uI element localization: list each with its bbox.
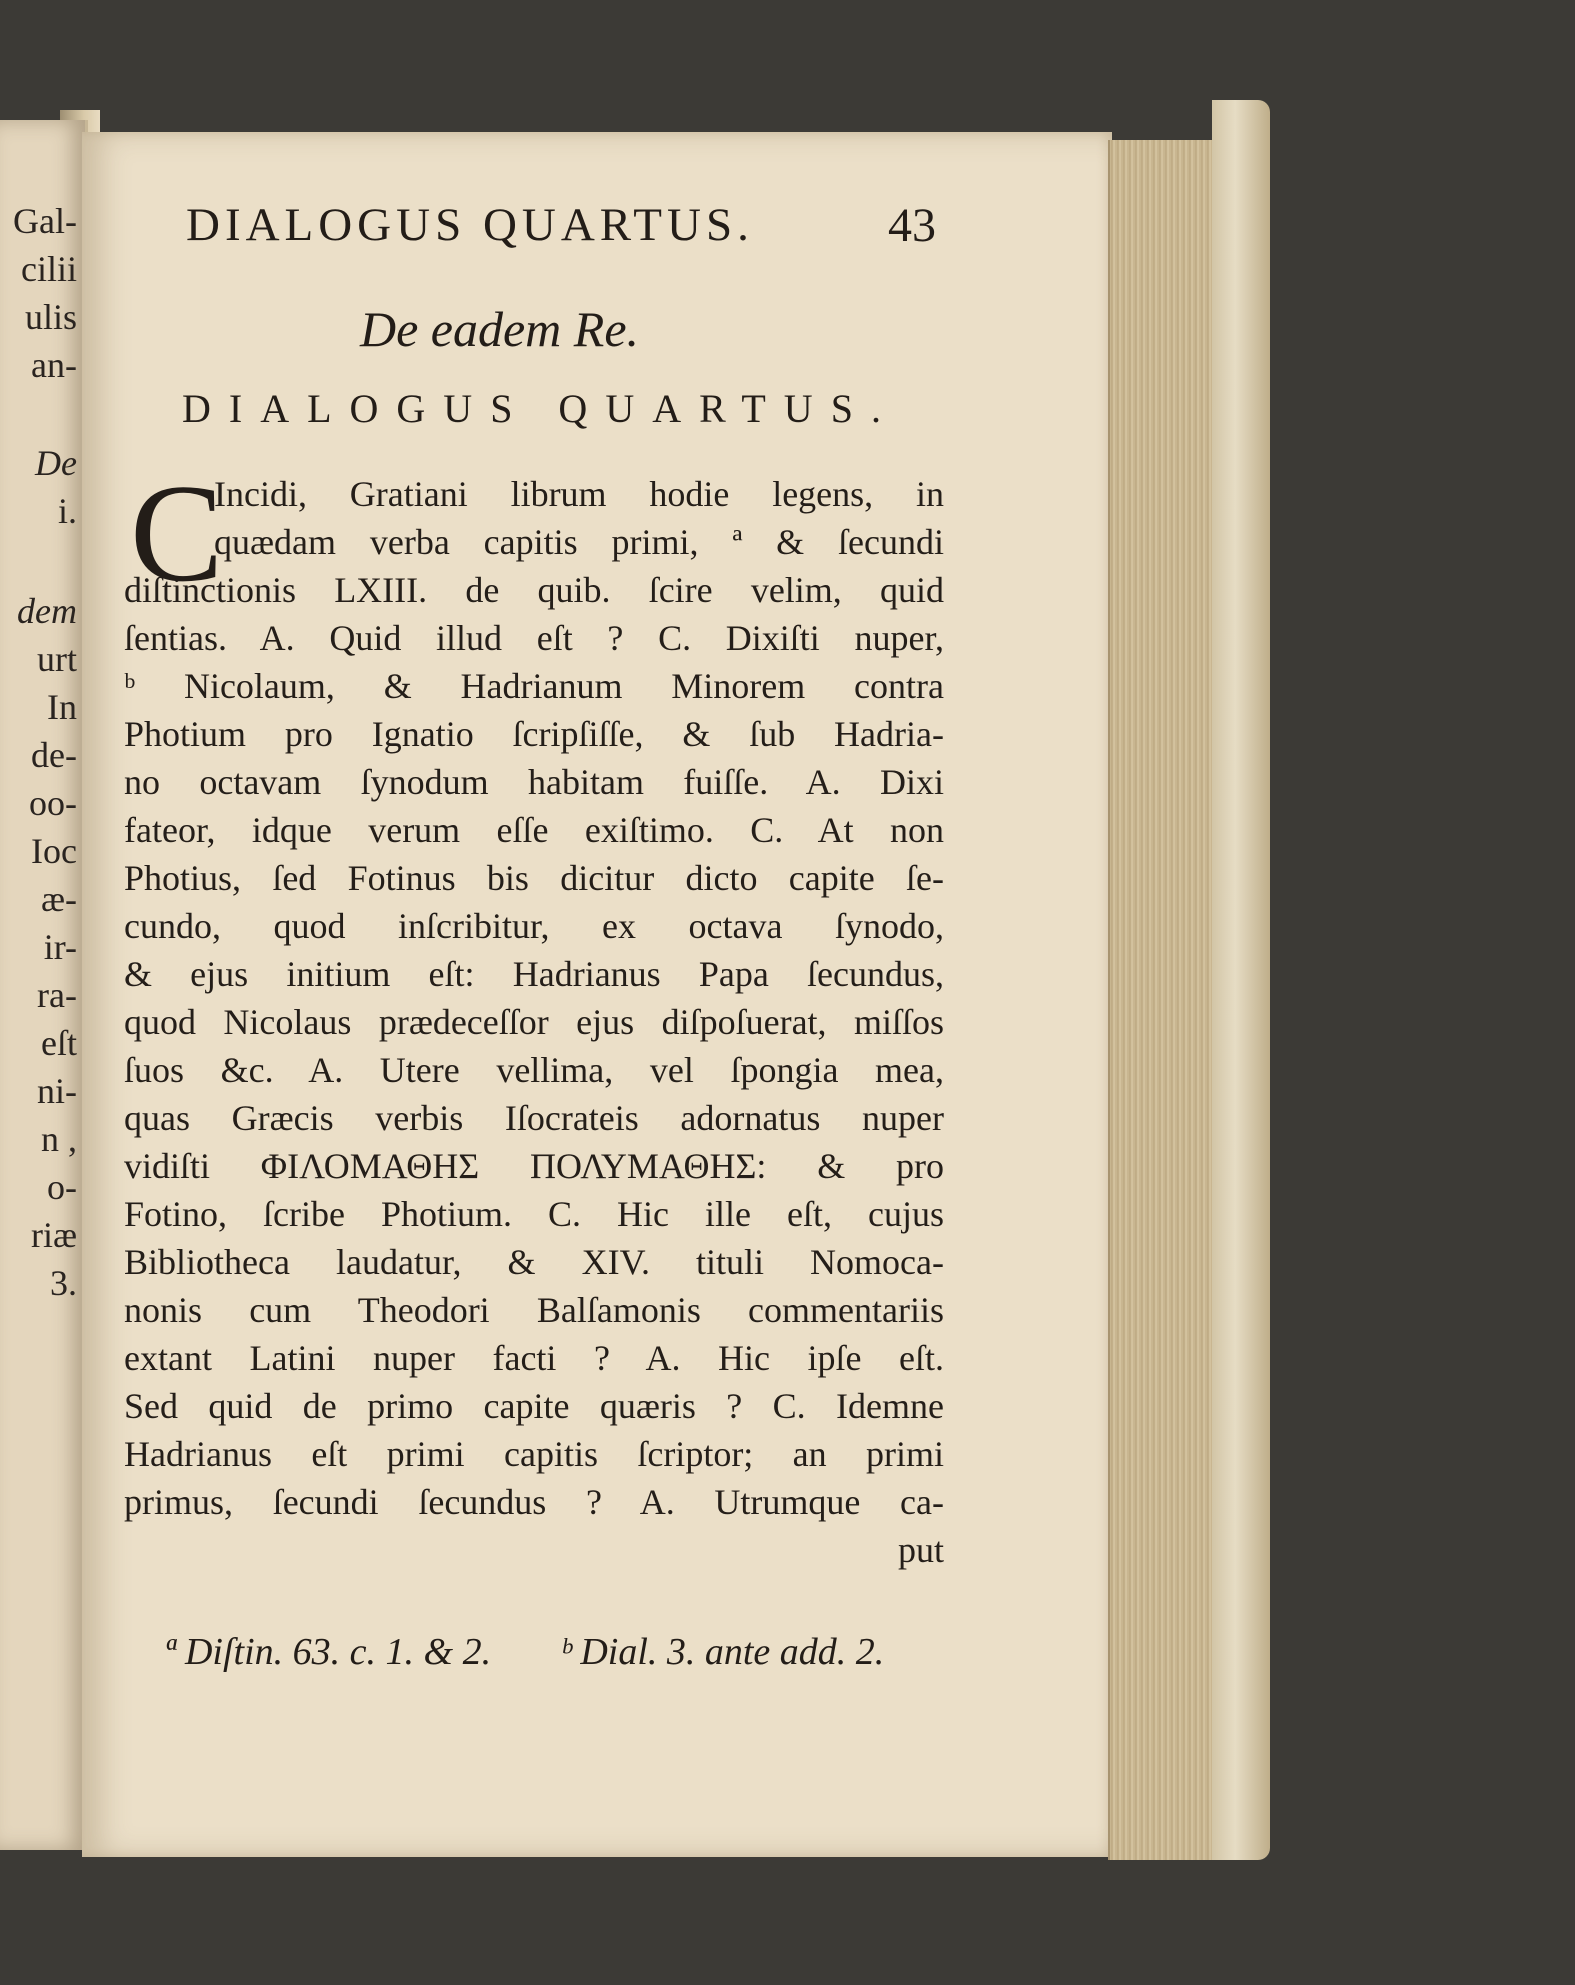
drop-cap: C: [130, 456, 224, 611]
text-line: no octavam ſynodum habitam fuiſſe. A. Dixi: [124, 762, 944, 802]
page-edges: [1108, 140, 1220, 1860]
body-text: [124, 470, 944, 1574]
facing-fragment: eſt: [41, 1023, 77, 1063]
facing-fragment: de-: [31, 735, 77, 775]
book-cover: [1212, 100, 1270, 1860]
facing-fragment: dem: [17, 591, 77, 631]
catchword: put: [897, 1530, 944, 1570]
facing-fragment: oo-: [29, 783, 77, 823]
text-line: Photius, ſed Fotinus bis dicitur dicto capite ſe-: [124, 858, 944, 898]
text-line: Bibliotheca laudatur, & XIV. tituli Nomoca-: [124, 1242, 944, 1282]
text-line: primus, ſecundi ſecundus ? A. Utrumque ca-: [124, 1482, 944, 1522]
text-line: & ejus initium eſt: Hadrianus Papa ſecundus,: [124, 954, 944, 994]
facing-fragment: ulis: [24, 297, 77, 337]
facing-fragment: an-: [31, 345, 77, 385]
facing-fragment: In: [47, 687, 77, 727]
text-line: quod Nicolaus prædeceſſor ejus diſpoſuerat, miſſos: [124, 1002, 944, 1042]
text-line: nonis cum Theodori Balſamonis commentariis: [124, 1290, 944, 1330]
text-line: quas Græcis verbis Iſocrateis adornatus nuper: [124, 1098, 944, 1138]
text-line: ſuos &c. A. Utere vellima, vel ſpongia mea,: [124, 1050, 944, 1090]
text-line: fateor, idque verum eſſe exiſtimo. C. At non: [124, 810, 944, 850]
facing-fragment: cilii: [21, 249, 77, 289]
text-line: ᵇ Nicolaum, & Hadrianum Minorem contra: [124, 666, 944, 706]
facing-fragment: ni-: [37, 1071, 77, 1111]
subtitle: De eadem Re.: [360, 301, 640, 357]
facing-fragment: ra-: [37, 975, 77, 1015]
facing-fragment: æ-: [41, 879, 77, 919]
facing-fragment: riæ: [30, 1215, 77, 1255]
footnote: ª Diſtin. 63. c. 1. & 2.: [165, 1631, 492, 1673]
facing-fragment: o-: [47, 1167, 77, 1207]
facing-fragment: 3.: [50, 1263, 77, 1303]
text-line: diſtinctionis LXIII. de quib. ſcire velim, quid: [124, 570, 944, 610]
facing-page: [0, 120, 88, 1850]
facing-fragment: Gal-: [13, 201, 77, 241]
facing-fragment: urt: [37, 639, 77, 679]
page-number: 43: [888, 199, 936, 252]
facing-fragment: ir-: [43, 927, 77, 967]
facing-fragment: De: [35, 443, 77, 483]
footnote: ᵇ Dial. 3. ante add. 2.: [560, 1631, 885, 1673]
text-line: cundo, quod inſcribitur, ex octava ſynodo,: [124, 906, 944, 946]
text-line: Hadrianus eſt primi capitis ſcriptor; an primi: [124, 1434, 944, 1474]
text-line: quædam verba capitis primi, ª & ſecundi: [214, 522, 944, 562]
text-line: vidiſti ΦΙΛΟΜΑΘΗΣ ΠΟΛΥΜΑΘΗΣ: & pro: [124, 1146, 944, 1186]
facing-fragment: n ,: [41, 1119, 77, 1159]
footnotes: [165, 1630, 955, 1674]
text-line: Incidi, Gratiani librum hodie legens, in: [214, 474, 944, 514]
text-line: extant Latini nuper facti ? A. Hic ipſe eſt.: [124, 1338, 944, 1378]
running-head: DIALOGUS QUARTUS.: [186, 199, 754, 251]
text-line: Fotino, ſcribe Photium. C. Hic ille eſt, cujus: [124, 1194, 944, 1234]
text-line: Sed quid de primo capite quæris ? C. Idemne: [124, 1386, 944, 1426]
text-line: Photium pro Ignatio ſcripſiſſe, & ſub Hadria-: [124, 714, 944, 754]
section-title: DIALOGUS QUARTUS.: [182, 386, 899, 431]
facing-fragment: Ioc: [31, 831, 77, 871]
text-line: ſentias. A. Quid illud eſt ? C. Dixiſti nuper,: [124, 618, 944, 658]
facing-fragment: i.: [57, 491, 77, 531]
